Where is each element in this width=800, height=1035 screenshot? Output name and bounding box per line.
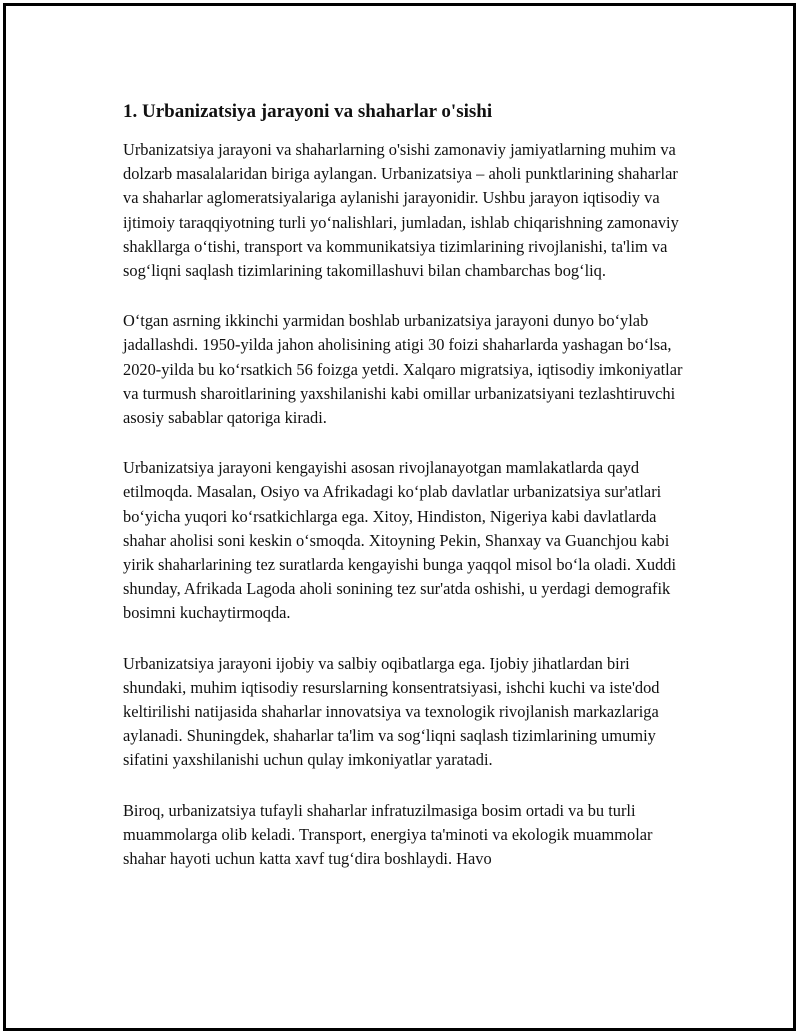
paragraph: Urbanizatsiya jarayoni va shaharlarning o'sishi zamonaviy jamiyatlarning muhim va dolzarb masalalaridan biriga aylangan. Urbanizatsiya – aholi punktlarining shaharlar va shaharlar aglomeratsiyalariga aylanishi jarayonidir. Ushbu jarayon iqtisodiy va ijtimoiy taraqqiyotning turli yo‘nalishlari, jumladan, ishlab chiqarishning zamonaviy shakllarga o‘tishi, transport va kommunikatsiya tizimlarining rivojlanishi, ta'lim va sog‘liqni saqlash tizimlarining takomillashuvi bilan chambarchas bog‘liq. <box>123 140 679 281</box>
page-frame <box>3 3 796 1031</box>
paragraph: Urbanizatsiya jarayoni kengayishi asosan rivojlanayotgan mamlakatlarda qayd etilmoqda. Masalan, Osiyo va Afrikadagi ko‘plab davlatlar urbanizatsiya sur'atlari bo‘yicha yuqori ko‘rsatkichlarga ega. Xitoy, Hindiston, Nigeriya kabi davlatlarda shahar aholisi soni keskin o‘smoqda. Xitoyning Pekin, Shanxay va Guanchjou kabi yirik shaharlarining tez suratlarda kengayishi bunga yaqqol misol bo‘la oladi. Xuddi shunday, Afrikada Lagoda aholi sonining tez sur'atda oshishi, u yerdagi demografik bosimni kuchaytirmoqda. <box>123 458 677 623</box>
section-heading: 1. Urbanizatsiya jarayoni va shaharlar o'sishi <box>123 101 493 122</box>
paragraph: O‘tgan asrning ikkinchi yarmidan boshlab urbanizatsiya jarayoni dunyo bo‘ylab jadallashdi. 1950-yilda jahon aholisining atigi 30 foizi shaharlarda yashagan bo‘lsa, 2020-yilda bu ko‘rsatkich 56 foizga yetdi. Xalqaro migratsiya, iqtisodiy imkoniyatlar va turmush sharoitlarining yaxshilanishi kabi omillar urbanizatsiyani tezlashtiruvchi asosiy sabablar qatoriga kiradi. <box>123 311 683 428</box>
paragraph: Urbanizatsiya jarayoni ijobiy va salbiy oqibatlarga ega. Ijobiy jihatlardan biri shundaki, muhim iqtisodiy resurslarning konsentratsiyasi, ishchi kuchi va iste'dod keltirilishi natijasida shaharlar innovatsiya va texnologik rivojlanish markazlariga aylanadi. Shuningdek, shaharlar ta'lim va sog‘liqni saqlash tizimlarining umumiy sifatini yaxshilanishi uchun qulay imkoniyatlar yaratadi. <box>123 653 660 770</box>
paragraph: Biroq, urbanizatsiya tufayli shaharlar infratuzilmasiga bosim ortadi va bu turli muammolarga olib keladi. Transport, energiya ta'minoti va ekologik muammolar shahar hayoti uchun katta xavf tug‘dira boshlaydi. Havo <box>123 800 653 869</box>
document-body <box>123 99 693 897</box>
